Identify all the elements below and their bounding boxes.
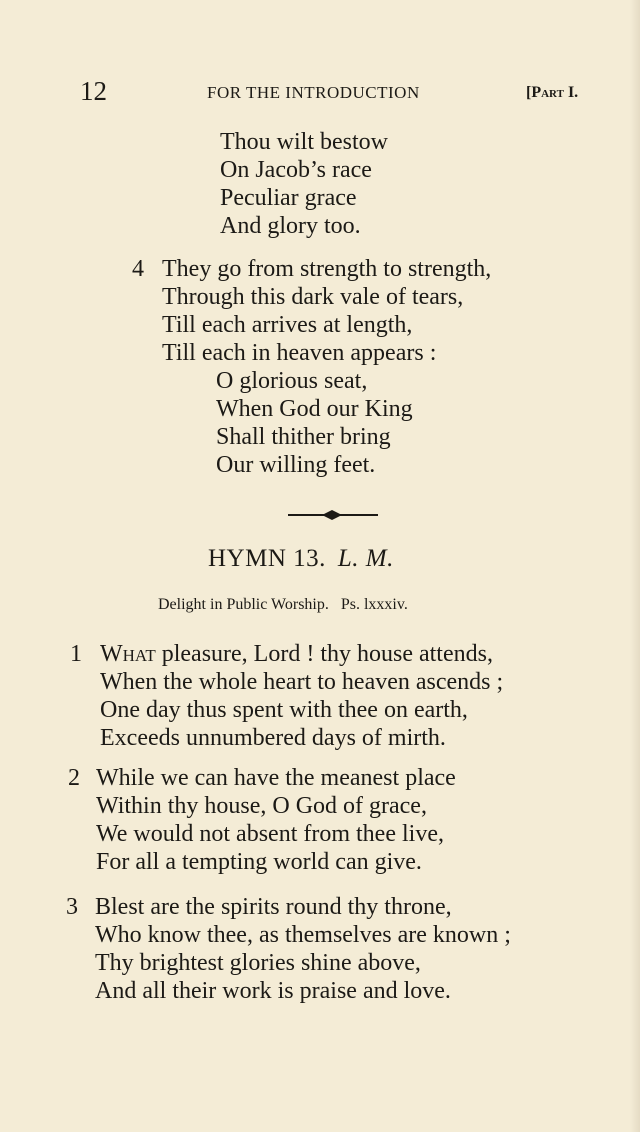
page-header bbox=[80, 76, 600, 110]
verse-line: Peculiar grace bbox=[220, 185, 357, 211]
stanza-number: 1 bbox=[70, 641, 82, 667]
part-label: [Part I. bbox=[526, 84, 579, 101]
running-head: FOR THE INTRODUCTION bbox=[207, 83, 420, 102]
verse-line-rest: pleasure, Lord ! thy house attends, bbox=[155, 641, 493, 667]
verse-line: Who know thee, as themselves are known ; bbox=[95, 922, 511, 948]
verse-line: When God our King bbox=[216, 396, 413, 422]
verse-line: Through this dark vale of tears, bbox=[162, 284, 464, 310]
verse-line: Thy brightest glories shine above, bbox=[95, 950, 421, 976]
verse-line: While we can have the meanest place bbox=[96, 765, 456, 791]
verse-line: And all their work is praise and love. bbox=[95, 978, 451, 1004]
verse-line: One day thus spent with thee on earth, bbox=[100, 697, 468, 723]
hymn-subject: Delight in Public Worship. bbox=[158, 596, 329, 613]
verse-line: Till each arrives at length, bbox=[162, 312, 413, 338]
scripture-reference: Ps. lxxxiv. bbox=[340, 596, 408, 613]
verse-line: On Jacob’s race bbox=[220, 157, 372, 183]
stanza-number: 4 bbox=[132, 256, 144, 282]
verse-line: O glorious seat, bbox=[216, 368, 368, 394]
verse-line: Thou wilt bestow bbox=[220, 129, 388, 155]
verse-line: We would not absent from thee live, bbox=[96, 821, 444, 847]
ornament-divider bbox=[288, 508, 378, 522]
stanza-number: 3 bbox=[66, 894, 78, 920]
hymn-number: HYMN 13. bbox=[208, 545, 326, 572]
hymn-title bbox=[208, 545, 394, 573]
verse-line: Till each in heaven appears : bbox=[162, 340, 437, 366]
verse-line bbox=[100, 640, 493, 668]
verse-line: They go from strength to strength, bbox=[162, 256, 492, 282]
verse-line: Exceeds unnumbered days of mirth. bbox=[100, 725, 446, 751]
page-number: 12 bbox=[80, 76, 107, 106]
verse-line: And glory too. bbox=[220, 213, 361, 239]
verse-line: For all a tempting world can give. bbox=[96, 849, 422, 875]
hymn-subtitle bbox=[158, 596, 408, 614]
verse-line: Within thy house, O God of grace, bbox=[96, 793, 427, 819]
verse-line: Blest are the spirits round thy throne, bbox=[95, 894, 452, 920]
verse-line: Our willing feet. bbox=[216, 452, 376, 478]
verse-line: Shall thither bring bbox=[216, 424, 391, 450]
drop-word: What bbox=[100, 641, 156, 667]
stanza-number: 2 bbox=[68, 765, 80, 791]
page-edge-shadow bbox=[630, 0, 640, 1132]
verse-line: When the whole heart to heaven ascends ; bbox=[100, 669, 504, 695]
hymn-meter: L. M. bbox=[337, 545, 394, 572]
